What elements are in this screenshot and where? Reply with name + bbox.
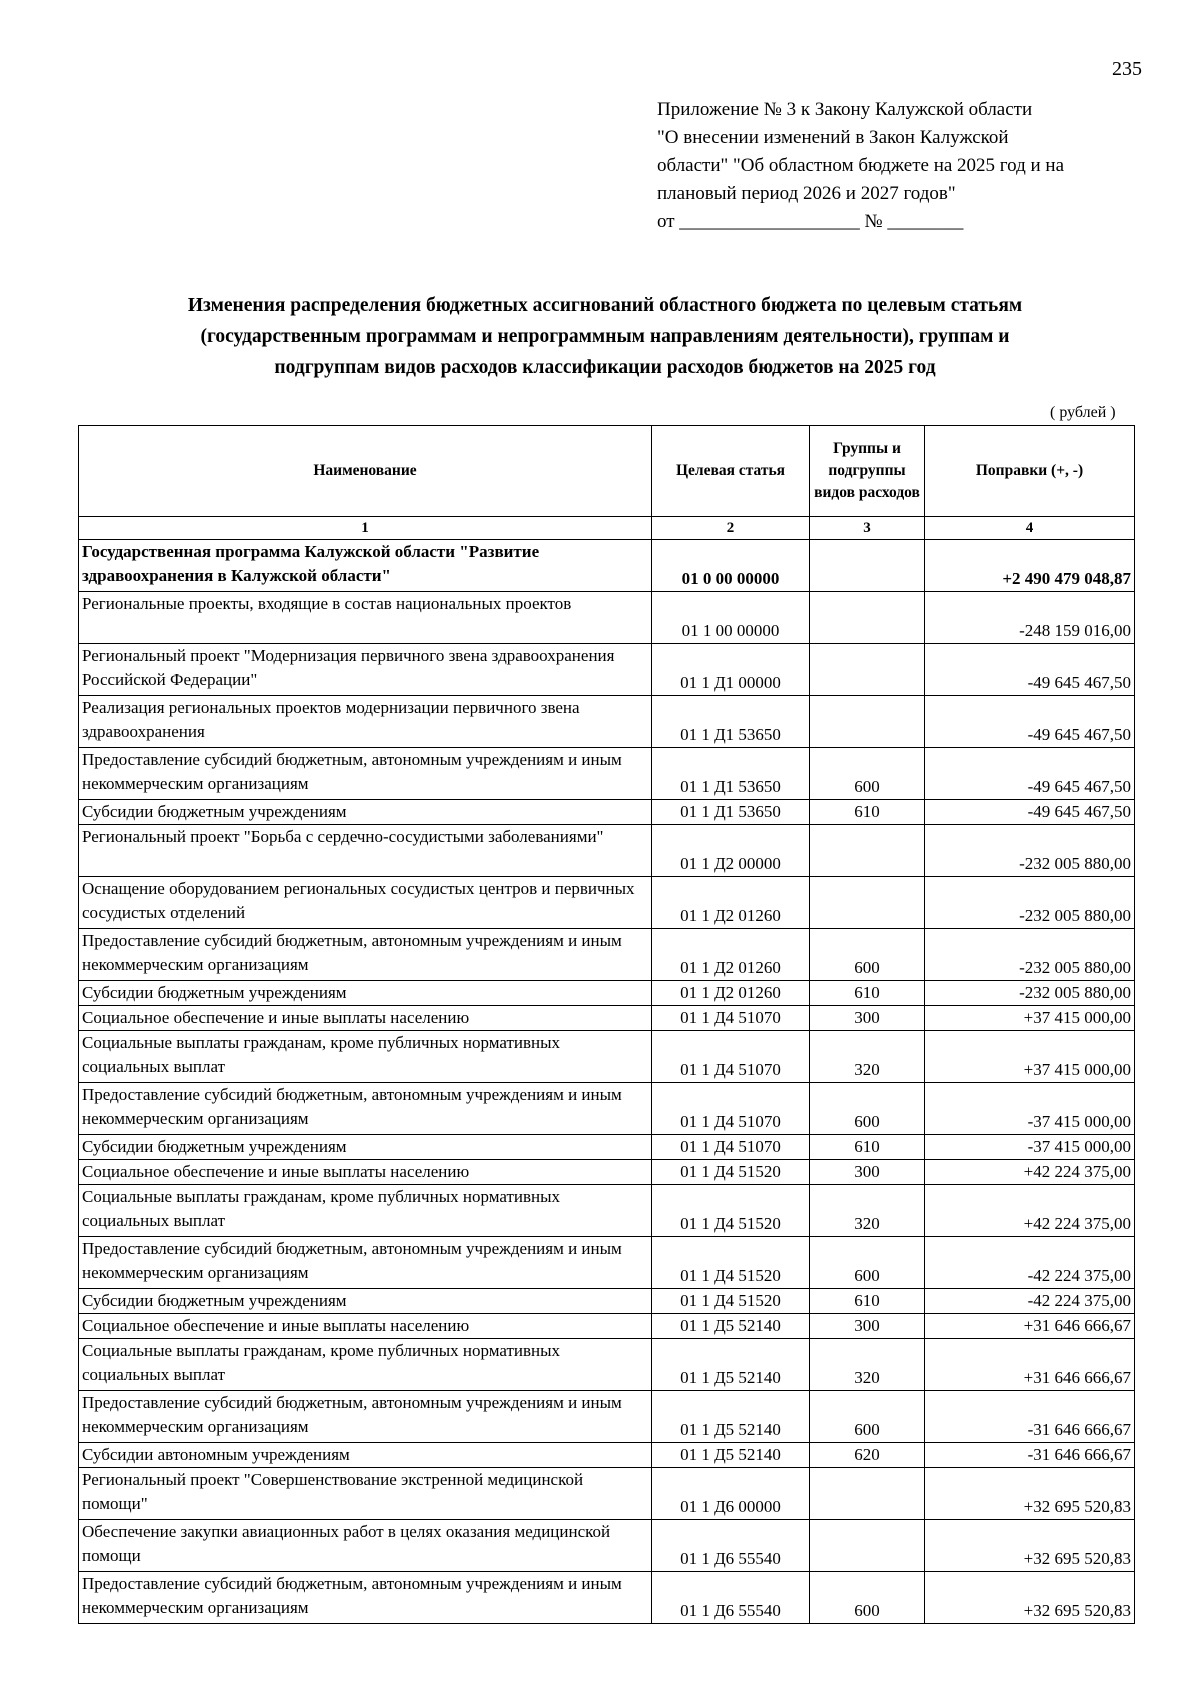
row-amount: -42 224 375,00 xyxy=(925,1289,1135,1314)
row-name: Социальное обеспечение и иные выплаты населению xyxy=(79,1160,652,1185)
header-code: Целевая статья xyxy=(652,426,810,517)
row-expense-group: 610 xyxy=(810,800,925,825)
table-row xyxy=(79,877,1135,929)
title-line: подгруппам видов расходов классификации расходов бюджетов на 2025 год xyxy=(274,357,936,378)
appendix-line: области" "Об областном бюджете на 2025 год и на xyxy=(657,155,1065,176)
appendix-line: от ___________________ № ________ xyxy=(657,211,964,232)
row-target-article: 01 1 Д4 51520 xyxy=(652,1185,810,1237)
table-row xyxy=(79,1083,1135,1135)
row-amount: +31 646 666,67 xyxy=(925,1339,1135,1391)
row-amount: -232 005 880,00 xyxy=(925,929,1135,981)
row-expense-group xyxy=(810,1520,925,1572)
row-expense-group: 600 xyxy=(810,1391,925,1443)
table-row xyxy=(79,800,1135,825)
table-row xyxy=(79,1443,1135,1468)
row-amount: +42 224 375,00 xyxy=(925,1185,1135,1237)
title-line: Изменения распределения бюджетных ассигнований областного бюджета по целевым статьям xyxy=(187,295,1023,316)
row-target-article: 01 1 Д2 01260 xyxy=(652,929,810,981)
row-name: Региональный проект "Борьба с сердечно-сосудистыми заболеваниями" xyxy=(79,825,652,877)
row-amount: +32 695 520,83 xyxy=(925,1520,1135,1572)
table-row xyxy=(79,1520,1135,1572)
row-expense-group: 320 xyxy=(810,1031,925,1083)
table-row xyxy=(79,929,1135,981)
row-name: Социальные выплаты гражданам, кроме публичных нормативных социальных выплат xyxy=(79,1339,652,1391)
row-expense-group xyxy=(810,696,925,748)
row-name: Региональный проект "Совершенствование экстренной медицинской помощи" xyxy=(79,1468,652,1520)
table-row xyxy=(79,825,1135,877)
row-target-article: 01 1 Д5 52140 xyxy=(652,1443,810,1468)
row-name: Субсидии автономным учреждениям xyxy=(79,1443,652,1468)
unit-label: ( рублей ) xyxy=(1050,404,1116,421)
row-amount: +32 695 520,83 xyxy=(925,1572,1135,1624)
row-name: Региональный проект "Модернизация первичного звена здравоохранения Российской Федерации" xyxy=(79,644,652,696)
appendix-line: Приложение № 3 к Закону Калужской области xyxy=(657,99,1033,120)
table-row xyxy=(79,981,1135,1006)
row-target-article: 01 1 Д4 51070 xyxy=(652,1031,810,1083)
table-row xyxy=(79,1468,1135,1520)
row-expense-group: 300 xyxy=(810,1314,925,1339)
row-name: Субсидии бюджетным учреждениям xyxy=(79,1135,652,1160)
row-name: Субсидии бюджетным учреждениям xyxy=(79,1289,652,1314)
row-target-article: 01 1 Д5 52140 xyxy=(652,1339,810,1391)
row-target-article: 01 1 Д4 51520 xyxy=(652,1237,810,1289)
col-number: 2 xyxy=(652,517,810,540)
row-name: Субсидии бюджетным учреждениям xyxy=(79,800,652,825)
table-row xyxy=(79,1185,1135,1237)
header-group: Группы и подгруппы видов расходов xyxy=(810,426,925,517)
table-row xyxy=(79,1289,1135,1314)
row-expense-group xyxy=(810,877,925,929)
row-amount: +32 695 520,83 xyxy=(925,1468,1135,1520)
row-target-article: 01 1 Д2 01260 xyxy=(652,981,810,1006)
page-number: 235 xyxy=(1112,58,1142,80)
row-name: Обеспечение закупки авиационных работ в целях оказания медицинской помощи xyxy=(79,1520,652,1572)
title-line: (государственным программам и непрограммным направлениям деятельности), группам и xyxy=(200,326,1010,347)
row-amount: -49 645 467,50 xyxy=(925,696,1135,748)
row-amount: -37 415 000,00 xyxy=(925,1135,1135,1160)
row-expense-group: 600 xyxy=(810,748,925,800)
row-amount: -248 159 016,00 xyxy=(925,592,1135,644)
table-row xyxy=(79,1572,1135,1624)
row-target-article: 01 1 Д4 51520 xyxy=(652,1160,810,1185)
row-expense-group: 620 xyxy=(810,1443,925,1468)
table-row xyxy=(79,1006,1135,1031)
row-expense-group: 600 xyxy=(810,1237,925,1289)
row-name: Региональные проекты, входящие в состав национальных проектов xyxy=(79,592,652,644)
header-name: Наименование xyxy=(79,426,652,517)
col-number: 4 xyxy=(925,517,1135,540)
row-name: Субсидии бюджетным учреждениям xyxy=(79,981,652,1006)
row-amount: +31 646 666,67 xyxy=(925,1314,1135,1339)
budget-table xyxy=(78,425,1135,1624)
row-amount: -31 646 666,67 xyxy=(925,1443,1135,1468)
row-name: Государственная программа Калужской области "Развитие здравоохранения в Калужской области" xyxy=(79,540,652,592)
row-target-article: 01 1 Д4 51070 xyxy=(652,1006,810,1031)
row-expense-group: 600 xyxy=(810,1083,925,1135)
table-row xyxy=(79,696,1135,748)
row-amount: +2 490 479 048,87 xyxy=(925,540,1135,592)
row-expense-group: 320 xyxy=(810,1185,925,1237)
row-amount: -232 005 880,00 xyxy=(925,825,1135,877)
row-target-article: 01 1 Д1 53650 xyxy=(652,748,810,800)
row-target-article: 01 1 Д2 01260 xyxy=(652,877,810,929)
row-target-article: 01 1 Д4 51070 xyxy=(652,1083,810,1135)
row-target-article: 01 1 Д2 00000 xyxy=(652,825,810,877)
row-name: Предоставление субсидий бюджетным, автономным учреждениям и иным некоммерческим организациям xyxy=(79,1237,652,1289)
row-name: Реализация региональных проектов модернизации первичного звена здравоохранения xyxy=(79,696,652,748)
row-name: Предоставление субсидий бюджетным, автономным учреждениям и иным некоммерческим организациям xyxy=(79,929,652,981)
appendix-line: "О внесении изменений в Закон Калужской xyxy=(657,127,1009,148)
table-row xyxy=(79,1314,1135,1339)
row-expense-group xyxy=(810,1468,925,1520)
table-row xyxy=(79,1135,1135,1160)
row-expense-group: 300 xyxy=(810,1160,925,1185)
table-row xyxy=(79,1160,1135,1185)
row-target-article: 01 1 Д1 53650 xyxy=(652,800,810,825)
row-expense-group xyxy=(810,540,925,592)
row-expense-group: 610 xyxy=(810,1289,925,1314)
appendix-note xyxy=(657,96,1127,236)
row-target-article: 01 1 Д4 51520 xyxy=(652,1289,810,1314)
header-amount: Поправки (+, -) xyxy=(925,426,1135,517)
row-amount: +37 415 000,00 xyxy=(925,1006,1135,1031)
row-expense-group: 300 xyxy=(810,1006,925,1031)
row-amount: +37 415 000,00 xyxy=(925,1031,1135,1083)
row-amount: +42 224 375,00 xyxy=(925,1160,1135,1185)
table-row xyxy=(79,748,1135,800)
col-number: 1 xyxy=(79,517,652,540)
row-expense-group: 320 xyxy=(810,1339,925,1391)
row-target-article: 01 1 00 00000 xyxy=(652,592,810,644)
row-name: Предоставление субсидий бюджетным, автономным учреждениям и иным некоммерческим организациям xyxy=(79,1391,652,1443)
table-row xyxy=(79,592,1135,644)
row-target-article: 01 1 Д6 00000 xyxy=(652,1468,810,1520)
table-row xyxy=(79,1031,1135,1083)
table-row xyxy=(79,1339,1135,1391)
row-target-article: 01 1 Д1 53650 xyxy=(652,696,810,748)
row-expense-group xyxy=(810,825,925,877)
row-expense-group xyxy=(810,592,925,644)
row-amount: -37 415 000,00 xyxy=(925,1083,1135,1135)
table-row xyxy=(79,540,1135,592)
row-name: Предоставление субсидий бюджетным, автономным учреждениям и иным некоммерческим организациям xyxy=(79,1083,652,1135)
row-target-article: 01 0 00 00000 xyxy=(652,540,810,592)
row-name: Социальное обеспечение и иные выплаты населению xyxy=(79,1006,652,1031)
table-row xyxy=(79,1237,1135,1289)
row-expense-group xyxy=(810,644,925,696)
col-number: 3 xyxy=(810,517,925,540)
row-amount: -49 645 467,50 xyxy=(925,800,1135,825)
row-amount: -232 005 880,00 xyxy=(925,877,1135,929)
row-target-article: 01 1 Д6 55540 xyxy=(652,1572,810,1624)
document-title xyxy=(80,290,1130,383)
row-name: Оснащение оборудованием региональных сосудистых центров и первичных сосудистых отделений xyxy=(79,877,652,929)
table-row xyxy=(79,644,1135,696)
row-amount: -49 645 467,50 xyxy=(925,644,1135,696)
row-name: Предоставление субсидий бюджетным, автономным учреждениям и иным некоммерческим организациям xyxy=(79,1572,652,1624)
appendix-line: плановый период 2026 и 2027 годов" xyxy=(657,183,956,204)
row-target-article: 01 1 Д1 00000 xyxy=(652,644,810,696)
row-expense-group: 600 xyxy=(810,929,925,981)
row-target-article: 01 1 Д6 55540 xyxy=(652,1520,810,1572)
row-expense-group: 600 xyxy=(810,1572,925,1624)
row-target-article: 01 1 Д5 52140 xyxy=(652,1314,810,1339)
row-amount: -31 646 666,67 xyxy=(925,1391,1135,1443)
row-expense-group: 610 xyxy=(810,981,925,1006)
row-name: Социальные выплаты гражданам, кроме публичных нормативных социальных выплат xyxy=(79,1031,652,1083)
row-target-article: 01 1 Д4 51070 xyxy=(652,1135,810,1160)
row-name: Предоставление субсидий бюджетным, автономным учреждениям и иным некоммерческим организациям xyxy=(79,748,652,800)
row-name: Социальные выплаты гражданам, кроме публичных нормативных социальных выплат xyxy=(79,1185,652,1237)
row-name: Социальное обеспечение и иные выплаты населению xyxy=(79,1314,652,1339)
row-amount: -49 645 467,50 xyxy=(925,748,1135,800)
row-target-article: 01 1 Д5 52140 xyxy=(652,1391,810,1443)
row-expense-group: 610 xyxy=(810,1135,925,1160)
row-amount: -232 005 880,00 xyxy=(925,981,1135,1006)
table-row xyxy=(79,1391,1135,1443)
row-amount: -42 224 375,00 xyxy=(925,1237,1135,1289)
